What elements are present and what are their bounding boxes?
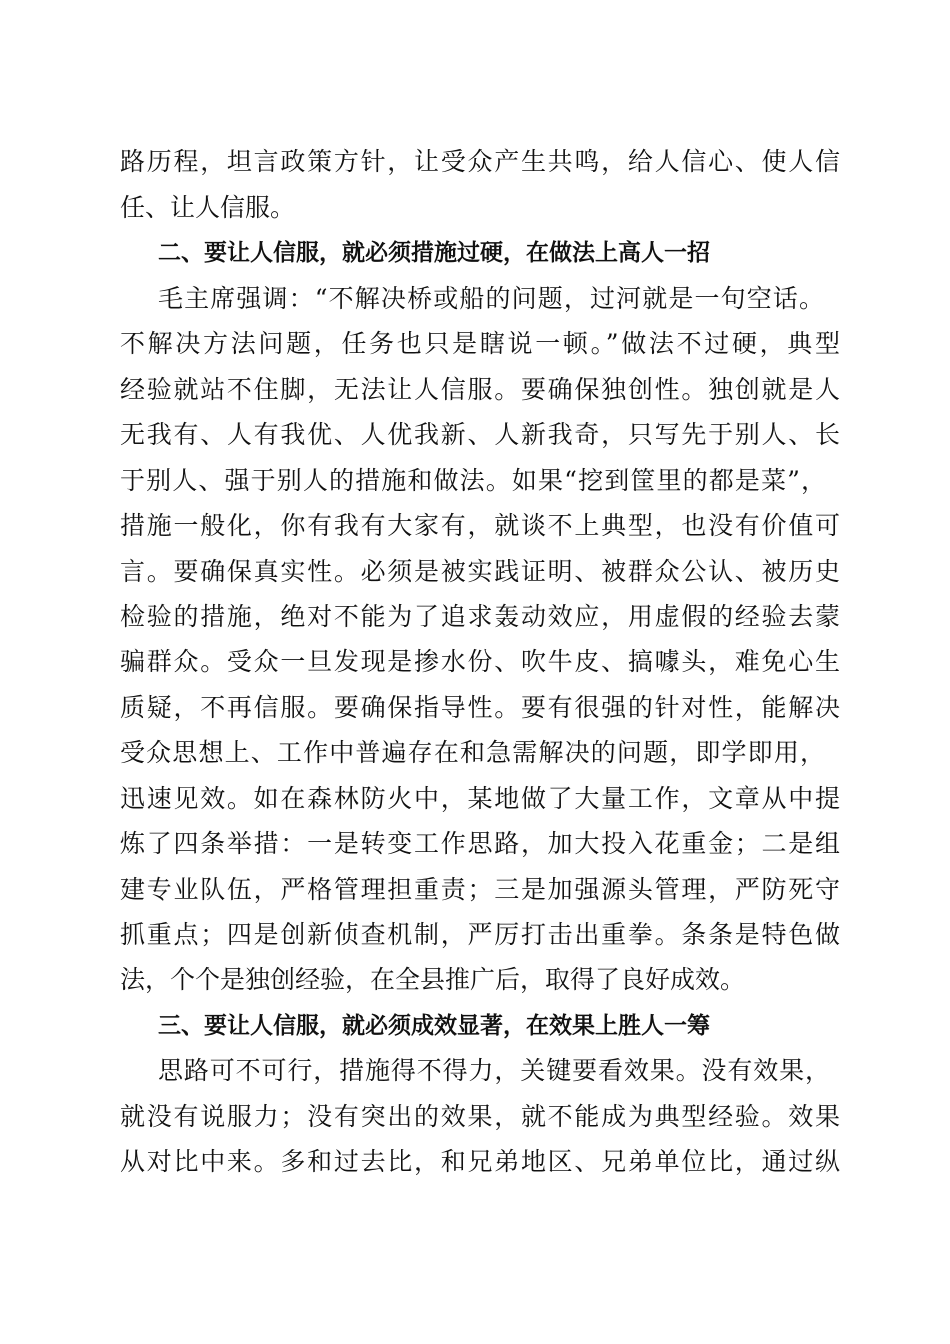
body-line: 检验的措施，绝对不能为了追求轰动效应，用虚假的经验去蒙 [120, 602, 840, 631]
body-line: 不解决方法问题，任务也只是瞎说一顿。”做法不过硬，典型 [120, 329, 840, 358]
section-heading-3: 三、要让人信服，就必须成效显著，在效果上胜人一筹 [158, 1013, 710, 1039]
body-line: 措施一般化，你有我有大家有，就谈不上典型，也没有价值可 [120, 511, 840, 540]
body-line: 经验就站不住脚，无法让人信服。要确保独创性。独创就是人 [120, 375, 840, 404]
body-line: 思路可不可行，措施得不得力，关键要看效果。没有效果， [158, 1056, 830, 1085]
section-heading-2: 二、要让人信服，就必须措施过硬，在做法上高人一招 [158, 240, 710, 266]
body-line: 骗群众。受众一旦发现是掺水份、吹牛皮、搞噱头，难免心生 [120, 647, 840, 676]
body-line: 无我有、人有我优、人优我新、人新我奇，只写先于别人、长 [120, 420, 840, 449]
body-line: 建专业队伍，严格管理担重责；三是加强源头管理，严防死守 [120, 875, 840, 904]
body-line: 炼了四条举措：一是转变工作思路，加大投入花重金；二是组 [120, 829, 840, 858]
body-line: 路历程，坦言政策方针，让受众产生共鸣，给人信心、使人信 [120, 147, 840, 176]
body-line: 毛主席强调：“不解决桥或船的问题，过河就是一句空话。 [158, 284, 824, 313]
body-line: 从对比中来。多和过去比，和兄弟地区、兄弟单位比，通过纵 [120, 1147, 840, 1176]
body-line: 质疑，不再信服。要确保指导性。要有很强的针对性，能解决 [120, 693, 840, 722]
body-line: 迅速见效。如在森林防火中，某地做了大量工作，文章从中提 [120, 784, 840, 813]
body-line: 言。要确保真实性。必须是被实践证明、被群众公认、被历史 [120, 557, 840, 586]
body-line: 就没有说服力；没有突出的效果，就不能成为典型经验。效果 [120, 1102, 840, 1131]
body-line: 受众思想上、工作中普遍存在和急需解决的问题，即学即用， [120, 738, 825, 767]
body-line: 于别人、强于别人的措施和做法。如果“挖到筐里的都是菜”， [120, 466, 826, 495]
body-line: 法，个个是独创经验，在全县推广后，取得了良好成效。 [120, 965, 746, 994]
body-line: 抓重点；四是创新侦查机制，严厉打击出重拳。条条是特色做 [120, 920, 840, 949]
body-line: 任、让人信服。 [120, 193, 296, 222]
